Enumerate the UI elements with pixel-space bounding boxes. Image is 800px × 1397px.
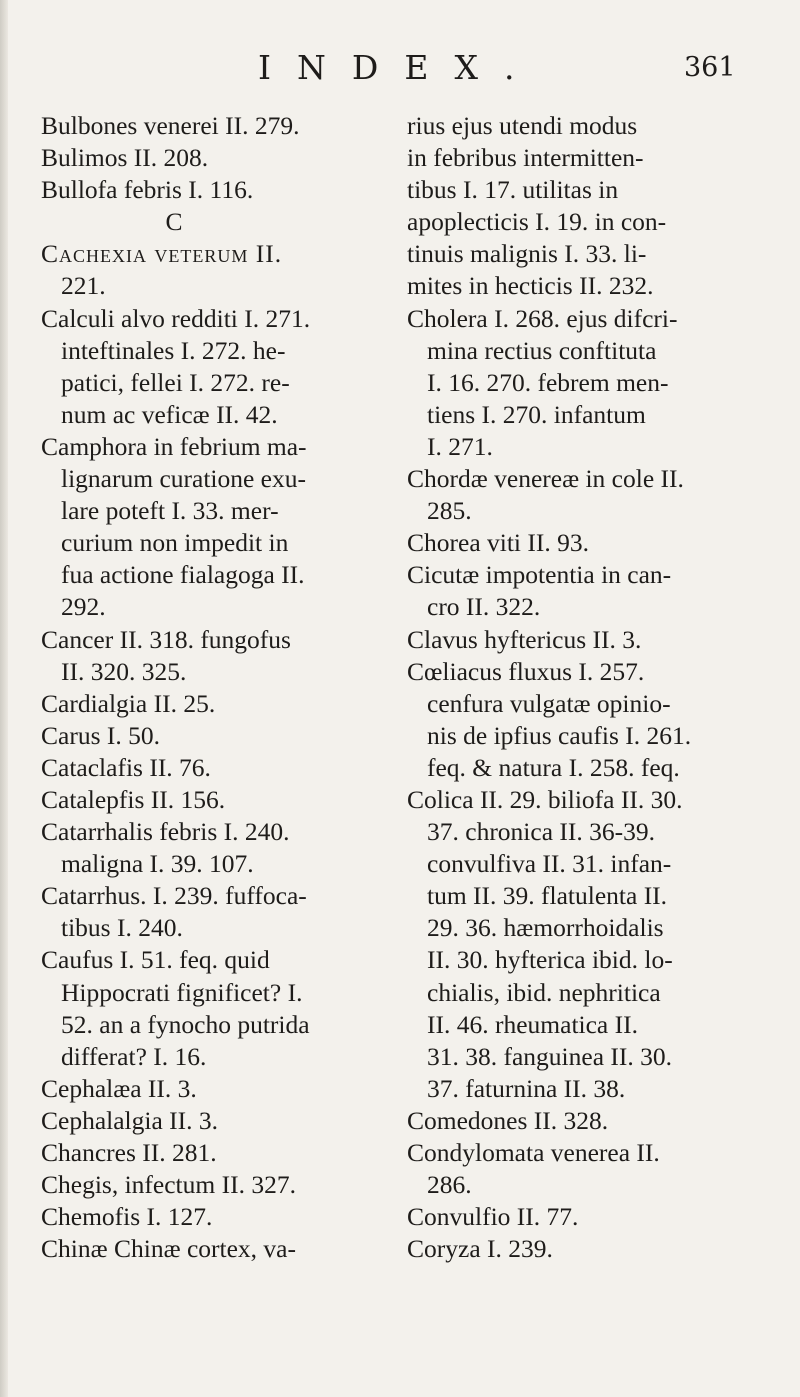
index-entry-line: Chorea viti II. 93.	[407, 528, 589, 558]
index-entry-line: I. 16. 270. febrem men-	[427, 367, 669, 397]
index-entry-line: Cachexia veterum II.	[41, 239, 283, 269]
index-entry-line: lignarum curatione exu-	[61, 464, 306, 494]
index-entry-line: fua actione fialagoga II.	[61, 560, 305, 590]
index-entry-line: Comedones II. 328.	[407, 1105, 609, 1135]
index-entry-line: Catalepfis II. 156.	[41, 784, 226, 814]
index-entry-line: Bulimos II. 208.	[41, 143, 209, 173]
index-entry-line: lare poteft I. 33. mer-	[61, 496, 279, 526]
index-entry-line: Coryza I. 239.	[407, 1234, 553, 1264]
index-entry-line: tiens I. 270. infantum	[427, 399, 646, 429]
index-entry-line: feq. & natura I. 258. feq.	[427, 752, 680, 782]
index-entry-line: rius ejus utendi modus	[407, 111, 638, 140]
page-header	[0, 48, 800, 98]
index-entry-line: Chinæ Chinæ cortex, va-	[41, 1234, 296, 1264]
index-entry-line: Cardialgia II. 25.	[41, 688, 216, 718]
index-entry-line: Bulbones venerei II. 279.	[41, 111, 300, 140]
index-entry-line: II. 46. rheumatica II.	[427, 1009, 638, 1039]
index-entry-line: 221.	[61, 271, 106, 301]
index-entry-line: Chancres II. 281.	[41, 1138, 217, 1167]
index-entry-line: Convulfio II. 77.	[407, 1202, 579, 1232]
index-entry-line: Chemofis I. 127.	[41, 1202, 213, 1232]
index-entry-line: nis de ipfius caufis I. 261.	[427, 720, 692, 750]
index-entry-line: I. 271.	[427, 431, 493, 461]
index-entry-line: 31. 38. fanguinea II. 30.	[427, 1041, 673, 1071]
index-entry-line: mites in hecticis II. 232.	[407, 271, 654, 301]
index-entry-line: differat? I. 16.	[61, 1041, 207, 1071]
index-entry-line: 285.	[427, 496, 472, 526]
index-entry-line: tum II. 39. flatulenta II.	[427, 881, 668, 911]
index-entry-line: Cholera I. 268. ejus difcri-	[407, 303, 678, 333]
index-entry-line: II. 30. hyfterica ibid. lo-	[427, 945, 673, 975]
index-entry-line: tibus I. 240.	[61, 913, 183, 943]
index-entry-line: Catarrhus. I. 239. fuffoca-	[41, 881, 307, 911]
index-entry-line: chialis, ibid. nephritica	[427, 977, 661, 1007]
index-entry-line: Camphora in febrium ma-	[41, 431, 307, 461]
index-entry-line: Colica II. 29. biliofa II. 30.	[407, 784, 683, 814]
index-entry-line: Cephalalgia II. 3.	[41, 1105, 219, 1135]
index-entry-line: 37. chronica II. 36-39.	[427, 817, 656, 847]
index-entry-line: Chegis, infectum II. 327.	[41, 1170, 296, 1200]
page-edge	[0, 0, 8, 1397]
index-entry-line: inteftinales I. 272. he-	[61, 335, 286, 365]
index-entry-line: Chordæ venereæ in cole II.	[407, 464, 684, 494]
index-entry-line: cro II. 322.	[427, 592, 541, 622]
index-entry-line: mina rectius conftituta	[427, 335, 657, 365]
index-entry-line: num ac veficæ II. 42.	[61, 399, 278, 429]
index-entry-line: 286.	[427, 1170, 472, 1200]
index-entry-line: tibus I. 17. utilitas in	[407, 175, 619, 205]
index-entry-line: Cicutæ impotentia in can-	[407, 560, 672, 590]
index-entry-line: Carus I. 50.	[41, 720, 160, 750]
index-entry-line: apoplecticis I. 19. in con-	[407, 207, 667, 237]
index-entry-line: Bullofa febris I. 116.	[41, 175, 254, 205]
index-entry-line: Caufus I. 51. feq. quid	[41, 945, 270, 975]
index-entry-line: 52. an a fynocho putrida	[61, 1009, 310, 1039]
running-title: INDEX.	[258, 48, 541, 87]
index-entry-line: 292.	[61, 592, 106, 622]
page-number: 361	[684, 52, 736, 83]
section-letter: C	[165, 207, 183, 237]
index-entry-line: cenfura vulgatæ opinio-	[427, 688, 671, 718]
index-entry-line: maligna I. 39. 107.	[61, 849, 254, 879]
index-entry-line: convulfiva II. 31. infan-	[427, 849, 672, 879]
index-entry-line: tinuis malignis I. 33. li-	[407, 239, 647, 269]
index-entry-line: Calculi alvo redditi I. 271.	[41, 303, 311, 333]
index-entry-line: Clavus hyftericus II. 3.	[407, 624, 642, 654]
index-entry-line: Cœliacus fluxus I. 257.	[407, 656, 645, 686]
index-entry-line: Condylomata venerea II.	[407, 1138, 660, 1167]
index-entry-line: II. 320. 325.	[61, 656, 187, 686]
right-column	[407, 110, 753, 1265]
index-entry-line: 29. 36. hæmorrhoidalis	[427, 913, 664, 943]
index-entry-line: Cephalæa II. 3.	[41, 1073, 197, 1103]
index-entry-line: curium non impedit in	[61, 528, 289, 558]
index-entry-line: in febribus intermitten-	[407, 143, 644, 173]
index-entry-line: 37. faturnina II. 38.	[427, 1073, 626, 1103]
index-entry-line: Cancer II. 318. fungofus	[41, 624, 291, 654]
index-entry-line: Catarrhalis febris I. 240.	[41, 817, 290, 847]
index-entry-line: Hippocrati fignificet? I.	[61, 977, 303, 1007]
index-entry-line: patici, fellei I. 272. re-	[61, 367, 290, 397]
index-entry-line: Cataclafis II. 76.	[41, 752, 211, 782]
left-column	[41, 110, 377, 1265]
